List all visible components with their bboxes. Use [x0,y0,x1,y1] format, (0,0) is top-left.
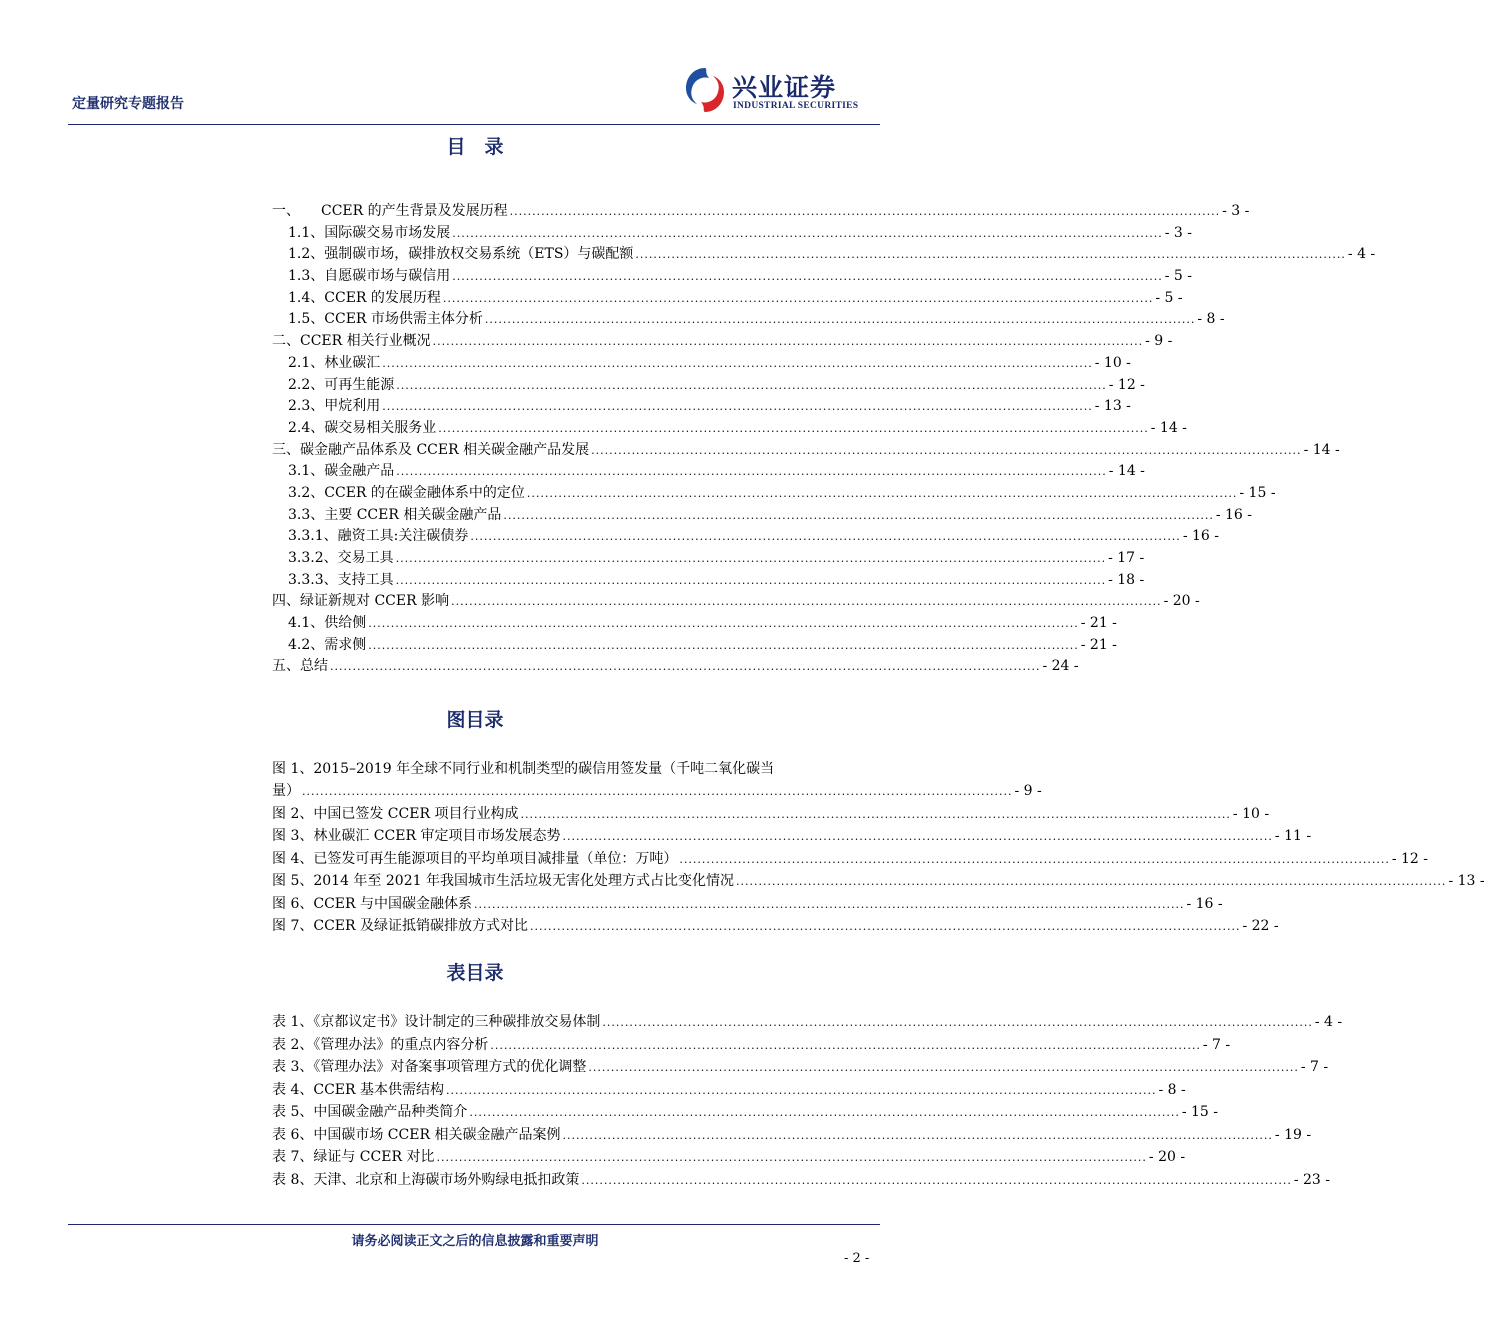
toc-entry[interactable]: 3.1、碳金融产品 .............................................................................................................................................................. - 14 - [288,463,1145,480]
footer-divider [68,1224,880,1225]
toc-entry[interactable]: 四、绿证新规对 CCER 影响 .............................................................................................................................................................. - 20 - [272,593,1200,610]
toc-entry[interactable]: 2.4、碳交易相关服务业 .............................................................................................................................................................. - 14 - [288,419,1187,436]
toc-list [272,201,1376,678]
toc-entry[interactable]: 三、碳金融产品体系及 CCER 相关碳金融产品发展 .............................................................................................................................................................. - 14 - [272,441,1340,458]
table-entry[interactable]: 表 7、绿证与 CCER 对比 .............................................................................................................................................................. - 20 - [272,1149,1186,1165]
toc-entry[interactable]: 4.1、供给侧 .............................................................................................................................................................. - 21 - [288,615,1117,632]
company-logo [684,66,884,116]
toc-entry[interactable]: 一、 CCER 的产生背景及发展历程 .............................................................................................................................................................. - 3 - [272,203,1250,219]
logo-chinese-text: 兴业证券 [732,73,837,102]
toc-entry[interactable]: 2.1、林业碳汇 .............................................................................................................................................................. - 10 - [288,354,1131,371]
figure-list-title: 图目录 [446,709,504,731]
logo-emblem-icon [684,66,726,114]
figure-entry-first-line[interactable]: 图 1、2015–2019 年全球不同行业和机制类型的碳信用签发量（千吨二氧化碳当 [272,761,775,777]
toc-entry[interactable]: 3.3.2、交易工具 .............................................................................................................................................................. - 17 - [288,550,1145,566]
toc-entry[interactable]: 二、CCER 相关行业概况 .............................................................................................................................................................. - 9 - [272,333,1173,350]
figure-entry[interactable]: 图 3、林业碳汇 CCER 审定项目市场发展态势 .............................................................................................................................................................. - 11 - [272,828,1312,844]
page-number: - 2 - [844,1251,870,1266]
toc-entry[interactable]: 3.3.1、融资工具:关注碳债券 .............................................................................................................................................................. - 16 - [288,528,1219,545]
toc-title: 目 录 [446,136,504,158]
toc-entry[interactable]: 3.2、CCER 的在碳金融体系中的定位 .............................................................................................................................................................. - 15 - [288,484,1276,501]
table-entry[interactable]: 表 1、《京都议定书》设计制定的三种碳排放交易体制 .............................................................................................................................................................. - 4 - [272,1014,1343,1030]
table-entry[interactable]: 表 3、《管理办法》对备案事项管理方式的优化调整 .............................................................................................................................................................. - 7 - [272,1059,1329,1075]
toc-entry[interactable]: 1.5、CCER 市场供需主体分析 .............................................................................................................................................................. - 8 - [288,311,1225,328]
table-entry[interactable]: 表 5、中国碳金融产品种类简介 .............................................................................................................................................................. - 15 - [272,1104,1219,1120]
disclaimer-note: 请务必阅读正文之后的信息披露和重要声明 [351,1234,599,1249]
toc-entry[interactable]: 2.3、甲烷利用 .............................................................................................................................................................. - 13 - [288,398,1131,415]
header-divider [68,124,880,125]
toc-entry[interactable]: 1.4、CCER 的发展历程 .............................................................................................................................................................. - 5 - [288,289,1183,306]
toc-entry[interactable]: 3.3、主要 CCER 相关碳金融产品 .............................................................................................................................................................. - 16 - [288,506,1253,523]
table-entry[interactable]: 表 4、CCER 基本供需结构 .............................................................................................................................................................. - 8 - [272,1081,1186,1098]
table-entry[interactable]: 表 6、中国碳市场 CCER 相关碳金融产品案例 .............................................................................................................................................................. - 19 - [272,1126,1312,1143]
table-list [272,1011,1343,1191]
figure-list [272,758,1485,938]
logo-english-text: INDUSTRIAL SECURITIES [733,101,859,111]
toc-entry[interactable]: 1.2、强制碳市场，碳排放权交易系统（ETS）与碳配额 .............................................................................................................................................................. - 4 - [288,246,1376,263]
table-entry[interactable]: 表 2、《管理办法》的重点内容分析 .............................................................................................................................................................. - 7 - [272,1036,1231,1053]
figure-entry[interactable]: 图 6、CCER 与中国碳金融体系 .............................................................................................................................................................. - 16 - [272,895,1223,912]
toc-entry[interactable]: 五、总结 .............................................................................................................................................................. - 24 - [272,658,1079,675]
figure-entry[interactable]: 图 5、2014 年至 2021 年我国城市生活垃圾无害化处理方式占比变化情况 .............................................................................................................................................................. - 13 - [272,873,1485,889]
figure-entry[interactable]: 图 2、中国已签发 CCER 项目行业构成 .............................................................................................................................................................. - 10 - [272,805,1270,822]
figure-entry[interactable]: 量） .............................................................................................................................................................. - 9 - [272,783,1042,799]
toc-entry[interactable]: 3.3.3、支持工具 .............................................................................................................................................................. - 18 - [288,571,1145,588]
toc-entry[interactable]: 1.3、自愿碳市场与碳信用 .............................................................................................................................................................. - 5 - [288,268,1193,285]
table-list-title: 表目录 [446,962,504,984]
toc-entry[interactable]: 2.2、可再生能源 .............................................................................................................................................................. - 12 - [288,376,1145,393]
toc-entry[interactable]: 1.1、国际碳交易市场发展 .............................................................................................................................................................. - 3 - [288,224,1193,241]
figure-entry[interactable]: 图 4、已签发可再生能源项目的平均单项目减排量（单位：万吨） .............................................................................................................................................................. - 12 - [272,850,1429,867]
table-entry[interactable]: 表 8、天津、北京和上海碳市场外购绿电抵扣政策 .............................................................................................................................................................. - 23 - [272,1171,1331,1188]
figure-entry[interactable]: 图 7、CCER 及绿证抵销碳排放方式对比 .............................................................................................................................................................. - 22 - [272,918,1279,934]
toc-entry[interactable]: 4.2、需求侧 .............................................................................................................................................................. - 21 - [288,636,1117,653]
report-type-label: 定量研究专题报告 [72,96,184,112]
